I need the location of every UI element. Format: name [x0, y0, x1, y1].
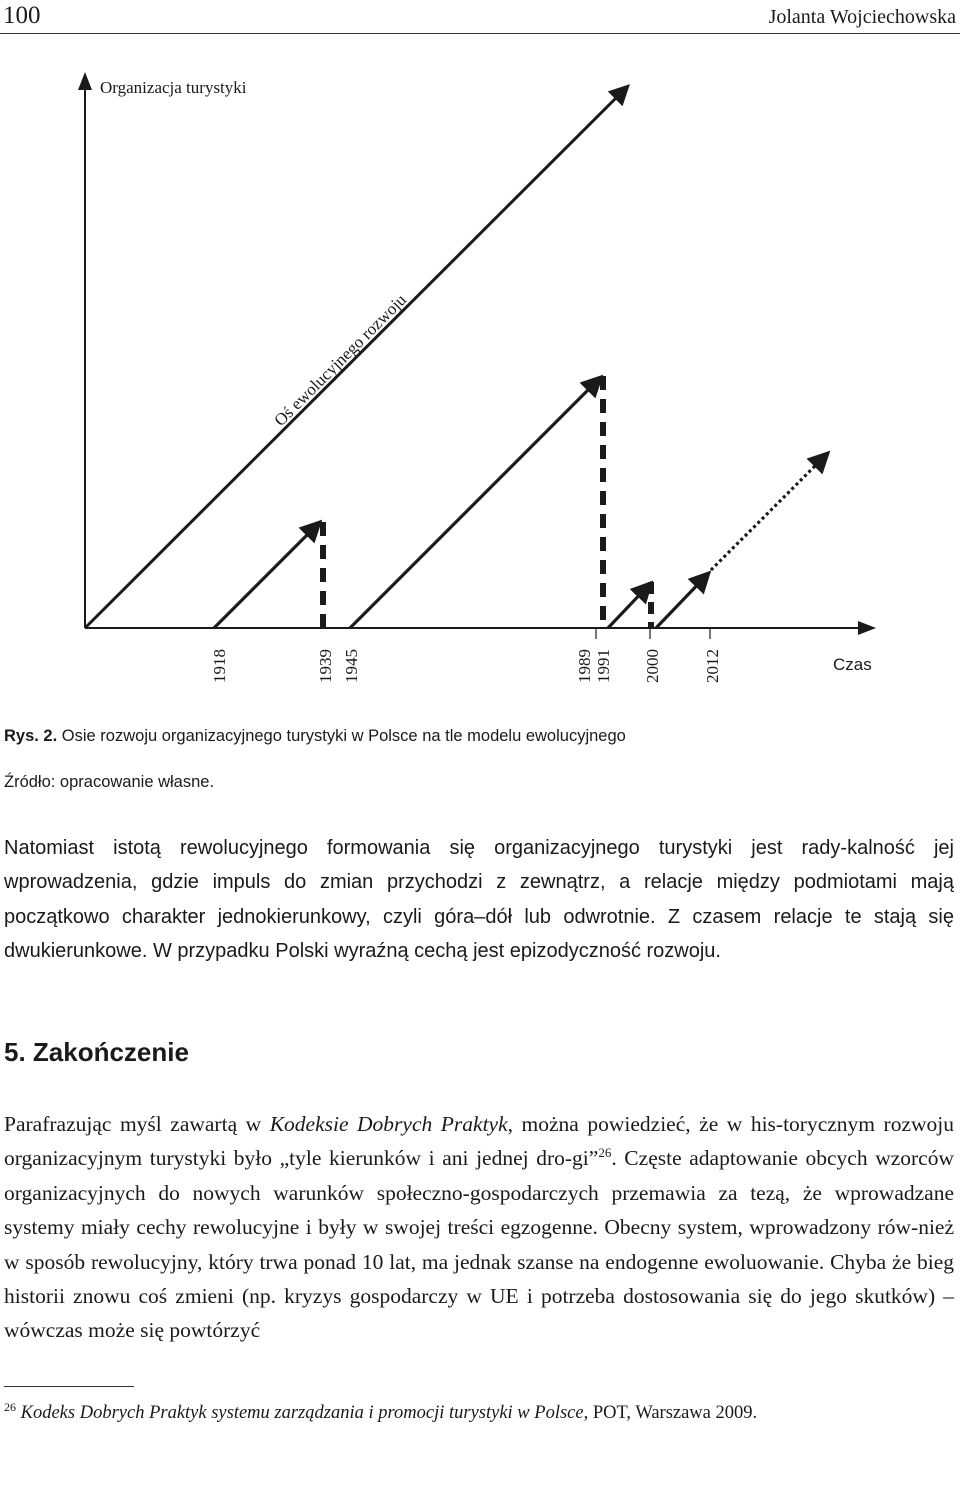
p2-text-a: Parafrazując myśl zawartą w: [4, 1112, 270, 1136]
page-header: [0, 0, 960, 34]
header-rule: [0, 33, 960, 34]
figure-caption: [4, 727, 626, 746]
period-arrow-1945-1989: [350, 381, 597, 628]
year-label-2012: 2012: [703, 649, 722, 683]
body-paragraph-2: [4, 1107, 954, 1348]
period-arrow-1918-1939: [214, 526, 316, 628]
x-axis-arrowhead: [858, 621, 876, 635]
year-label-1989: 1989: [575, 649, 594, 683]
period-arrow-1991-2000: [608, 587, 647, 628]
evolutionary-axis-label: Oś ewolucyjnego rozwoju: [270, 290, 411, 430]
p2-text-b: , można powiedzieć, że w his-torycznym rozwoju organizacyjnym turystyki było „tyle kierunków i ani jednej dro-gi”: [4, 1112, 954, 1171]
x-axis: [85, 621, 876, 635]
footnote-rule: [4, 1386, 134, 1387]
year-label-1918: 1918: [210, 649, 229, 683]
section-heading: 5. Zakończenie: [4, 1037, 189, 1067]
year-label-1945: 1945: [342, 649, 361, 683]
running-head-author: Jolanta Wojciechowska: [768, 6, 956, 28]
p2-text-c: . Częste adaptowanie obcych wzorców organizacyjnych do nowych warunków społeczno-gospodarczych przemawia za tezą, że wprowadzane systemy miały cechy rewolucyjne i były w swojej treści egzogenne. Obecny system, wprowadzony rów-nież w sposób rewolucyjny, który trwa ponad 10 lat, ma jednak szanse na endogenne ewoluowanie. Chyba że bieg historii znowu coś zmieni (np. kryzys gospodarczy w UE i potrzeba dostosowania się do jego skutków) – wówczas może się powtórzyć: [4, 1146, 954, 1343]
year-label-1939: 1939: [316, 649, 335, 683]
p2-italic-title: Kodeksie Dobrych Praktyk: [269, 1112, 508, 1136]
y-axis-arrowhead: [78, 72, 92, 90]
body-paragraph-1: Natomiast istotą rewolucyjnego formowania się organizacyjnego turystyki jest rady-kalność jej wprowadzenia, gdzie impuls do zmian przychodzi z zewnątrz, a relacje między podmiotami mają początkowo charakter jednokierunkowy, czyli góra–dół lub odwrotnie. Z czasem relacje te stają się dwukierunkowe. W przypadku Polski wyraźną cechą jest epizodyczność rozwoju.: [4, 837, 954, 962]
year-label-2000: 2000: [643, 649, 662, 683]
evolution-axes-diagram: [0, 60, 960, 700]
y-axis-label: Organizacja turystyki: [100, 78, 247, 97]
y-axis: [78, 72, 92, 628]
footnote-italic-title: Kodeks Dobrych Praktyk systemu zarządzania i promocji turystyki w Polsce: [20, 1403, 584, 1423]
footnote-rest: , POT, Warszawa 2009.: [583, 1403, 758, 1423]
future-projection-arrow: [711, 457, 824, 570]
figure-caption-label: Rys. 2.: [4, 727, 58, 745]
footnote-reference[interactable]: 26: [598, 1145, 612, 1161]
footnote-number: 26: [4, 1399, 16, 1414]
page-number: 100: [3, 2, 41, 29]
year-label-1991: 1991: [594, 649, 613, 683]
footnote: [4, 1399, 954, 1428]
x-axis-label: Czas: [833, 655, 872, 674]
figure-caption-text: Osie rozwoju organizacyjnego turystyki w Polsce na tle modelu ewolucyjnego: [61, 727, 626, 745]
figure-source: Źródło: opracowanie własne.: [4, 773, 215, 791]
period-arrow-2000-2012: [656, 577, 705, 628]
